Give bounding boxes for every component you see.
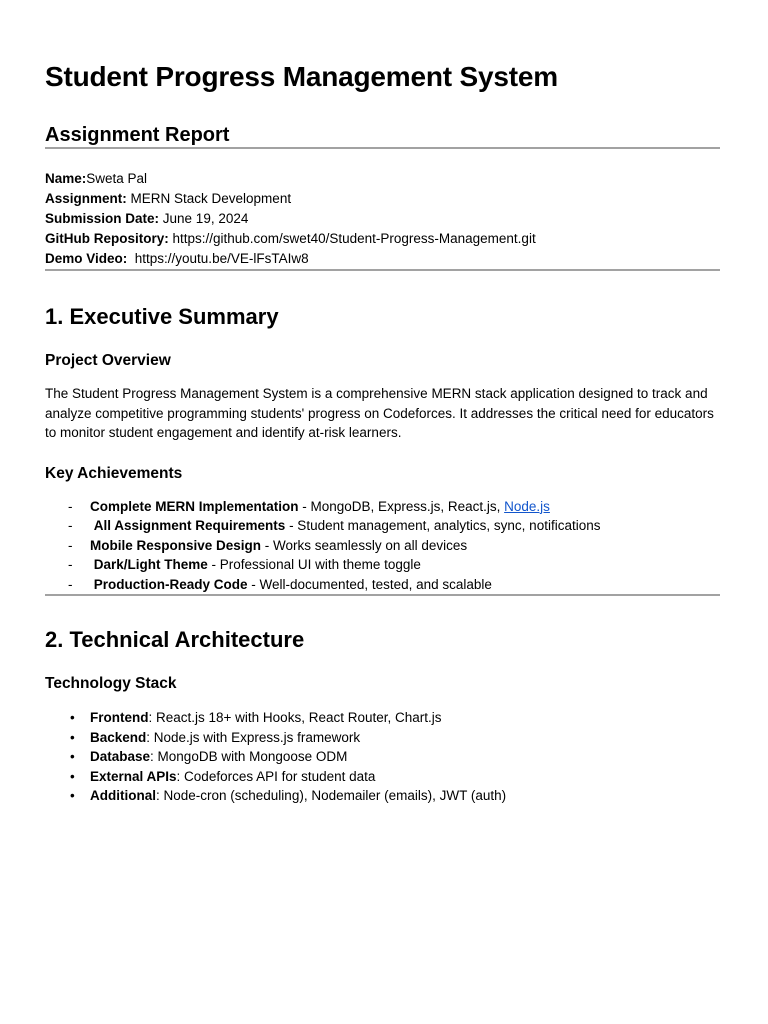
achievement-rest: - Works seamlessly on all devices bbox=[261, 537, 468, 553]
dash-list-marker: - bbox=[68, 518, 73, 533]
bullet-list-marker: • bbox=[70, 710, 75, 725]
meta-value: MERN Stack Development bbox=[126, 191, 292, 206]
project-overview-heading: Project Overview bbox=[45, 352, 171, 369]
stack-text bbox=[90, 767, 375, 787]
achievement-text bbox=[90, 536, 467, 556]
meta-value: Sweta Pal bbox=[86, 171, 148, 186]
stack-item bbox=[45, 728, 720, 748]
dash-list-marker: - bbox=[68, 576, 73, 592]
stack-text bbox=[90, 786, 506, 806]
meta-row-name bbox=[45, 169, 720, 189]
stack-item bbox=[45, 786, 720, 806]
stack-text bbox=[90, 728, 360, 748]
achievement-rest: - Well-documented, tested, and scalable bbox=[247, 576, 492, 592]
achievement-item bbox=[45, 516, 720, 536]
stack-text bbox=[90, 708, 442, 728]
divider bbox=[45, 147, 720, 149]
dash-list-marker: - bbox=[68, 557, 73, 572]
document-subtitle: Assignment Report bbox=[45, 124, 230, 146]
achievement-text bbox=[90, 516, 600, 536]
stack-rest: : React.js 18+ with Hooks, React Router, Chart.js bbox=[148, 710, 442, 725]
stack-rest: : Node.js with Express.js framework bbox=[146, 729, 361, 745]
stack-rest: : Codeforces API for student data bbox=[176, 768, 376, 784]
stack-rest: : Node-cron (scheduling), Nodemailer (emails), JWT (auth) bbox=[156, 788, 507, 803]
meta-label: GitHub Repository: bbox=[45, 231, 169, 246]
stack-bold: External APIs bbox=[90, 768, 177, 784]
key-achievements-heading: Key Achievements bbox=[45, 464, 183, 482]
bullet-list-marker: • bbox=[70, 768, 75, 784]
stack-rest: : MongoDB with Mongoose ODM bbox=[150, 749, 348, 764]
stack-item bbox=[45, 747, 720, 767]
achievement-rest: - MongoDB, Express.js, React.js, bbox=[298, 498, 505, 514]
meta-row-demo-video bbox=[45, 249, 720, 269]
achievement-bold: Mobile Responsive Design bbox=[90, 537, 262, 553]
github-url-text: https://github.com/swet40/Student-Progress-Management.git bbox=[168, 231, 536, 246]
section-1-heading: 1. Executive Summary bbox=[45, 304, 279, 329]
stack-bold: Backend bbox=[90, 729, 147, 745]
achievement-bold: All Assignment Requirements bbox=[90, 518, 286, 533]
key-achievements-list bbox=[45, 497, 720, 595]
technology-stack-list bbox=[45, 708, 720, 806]
technology-stack-heading: Technology Stack bbox=[45, 675, 177, 692]
nodejs-link[interactable]: Node.js bbox=[504, 498, 550, 514]
achievement-text bbox=[90, 497, 550, 517]
project-overview-paragraph: The Student Progress Management System is a comprehensive MERN stack application designed to track and analyze competitive programming students' progress on Codeforces. It addresses the critical need for educators to monitor student engagement and identify at-risk learners. bbox=[45, 386, 714, 440]
meta-row-submission-date bbox=[45, 209, 720, 229]
stack-item bbox=[45, 708, 720, 728]
bullet-list-marker: • bbox=[70, 788, 75, 803]
document-title: Student Progress Management System bbox=[45, 61, 558, 92]
bullet-list-marker: • bbox=[70, 749, 75, 764]
achievement-bold: Production-Ready Code bbox=[90, 576, 248, 592]
achievement-bold: Complete MERN Implementation bbox=[90, 498, 299, 514]
achievement-rest: - Student management, analytics, sync, notifications bbox=[285, 518, 601, 533]
stack-bold: Database bbox=[90, 749, 151, 764]
achievement-item bbox=[45, 536, 720, 556]
meta-label: Submission Date: bbox=[45, 211, 160, 226]
stack-item bbox=[45, 767, 720, 787]
achievement-rest: - Professional UI with theme toggle bbox=[207, 557, 421, 572]
achievement-item bbox=[45, 575, 720, 595]
stack-text bbox=[90, 747, 347, 767]
achievement-item bbox=[45, 555, 720, 575]
meta-label: Name: bbox=[45, 171, 87, 186]
meta-row-github bbox=[45, 229, 720, 249]
meta-value: June 19, 2024 bbox=[159, 211, 249, 226]
divider bbox=[45, 594, 720, 596]
meta-row-assignment bbox=[45, 189, 720, 209]
achievement-bold: Dark/Light Theme bbox=[90, 557, 208, 572]
dash-list-marker: - bbox=[68, 537, 73, 553]
divider bbox=[45, 269, 720, 271]
stack-bold: Additional bbox=[90, 788, 156, 803]
bullet-list-marker: • bbox=[70, 729, 75, 745]
dash-list-marker: - bbox=[68, 498, 73, 514]
achievement-item bbox=[45, 497, 720, 517]
achievement-text bbox=[90, 575, 492, 595]
achievement-text bbox=[90, 555, 421, 575]
section-2-heading: 2. Technical Architecture bbox=[45, 627, 305, 652]
meta-label: Assignment: bbox=[45, 191, 127, 206]
stack-bold: Frontend bbox=[90, 710, 149, 725]
meta-label: Demo Video: bbox=[45, 251, 128, 266]
metadata-block bbox=[45, 169, 720, 269]
demo-video-url-text: https://youtu.be/VE-lFsTAIw8 bbox=[127, 251, 309, 266]
